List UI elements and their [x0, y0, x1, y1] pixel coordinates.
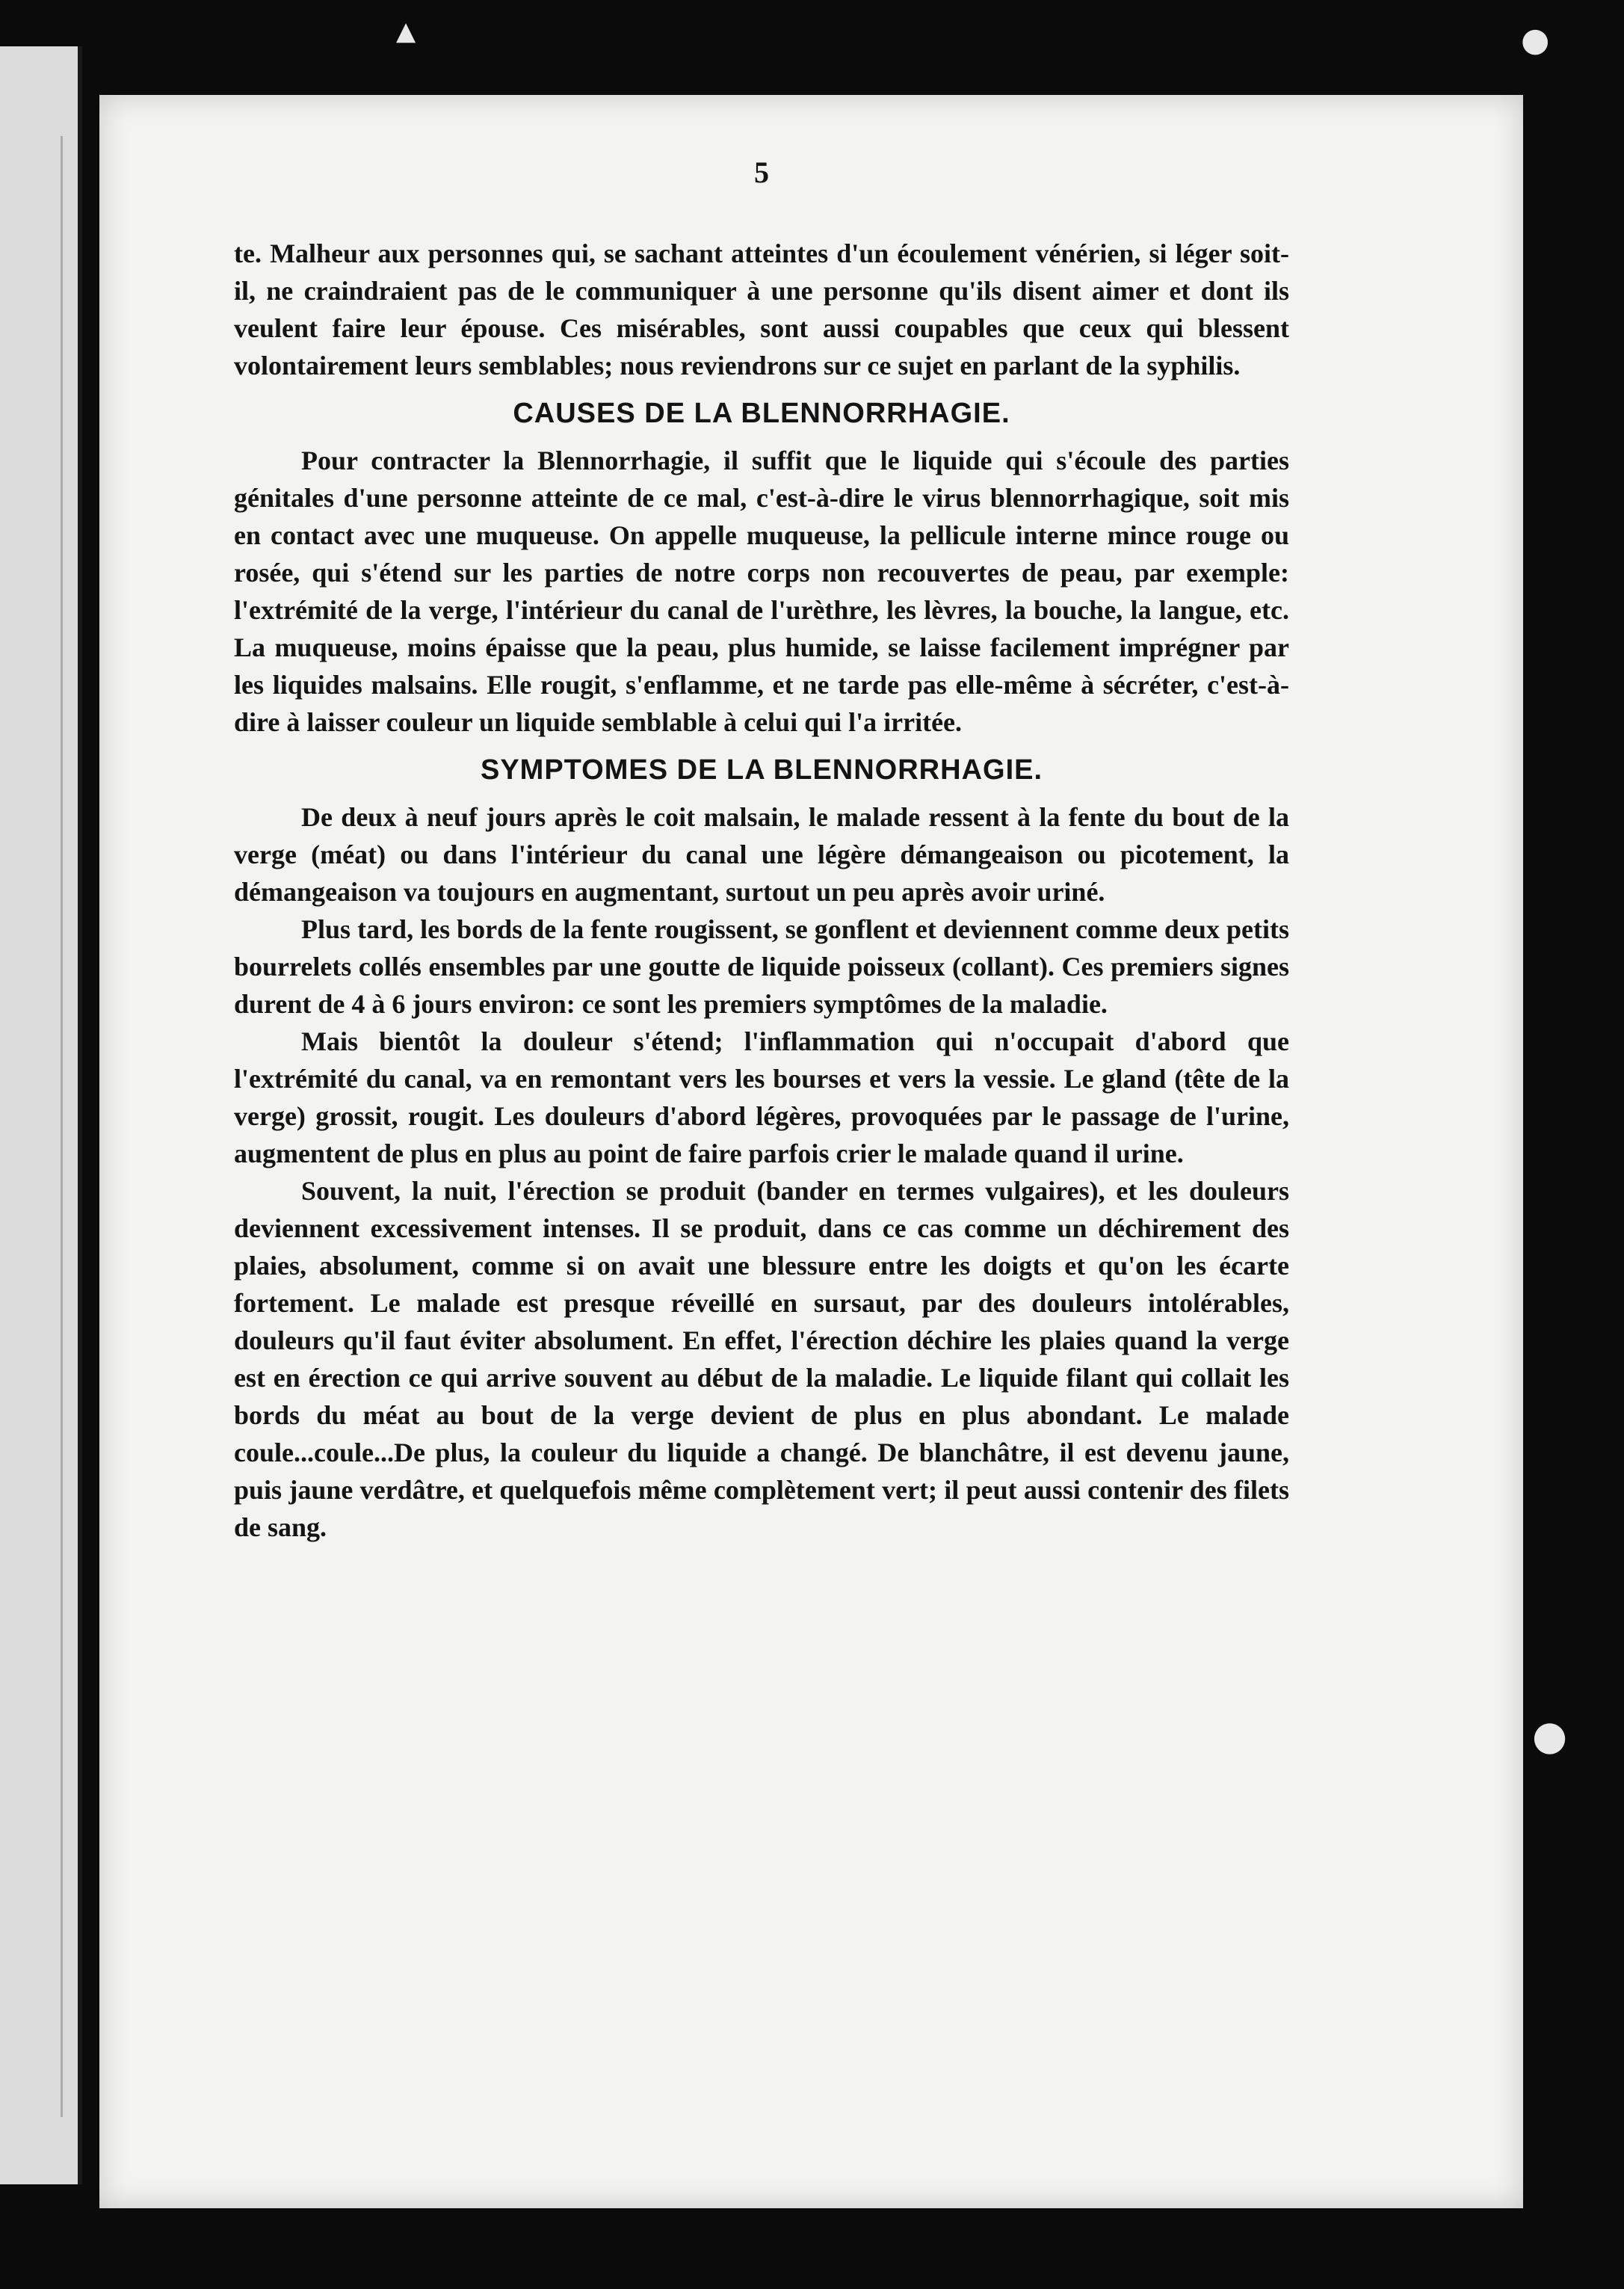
heading-symptomes: SYMPTOMES DE LA BLENNORRHAGIE.: [480, 754, 1043, 786]
symptomes-paragraph-4: Souvent, la nuit, l'érection se produit (bander en termes vulgaires), et les douleurs deviennent excessivement intenses. Il se produit, dans ce cas comme un déchirement des plaies, absolument, comme si on avait une blessure entre les doigts et qu'on les écarte fortement. Le malade est presque réveillé en sursaut, par des douleurs intolérables, douleurs qu'il faut éviter absolument. En effet, l'érection déchire les plaies quand la verge est en érection ce qui arrive souvent au début de la maladie. Le liquide filant qui collait les bords du méat au bout de la verge devient de plus en plus abondant. Le malade coule...coule...De plus, la couleur du liquide a changé. De blanchâtre, il est devenu jaune, puis jaune verdâtre, et quelquefois même complètement vert; il peut aussi contenir des filets de sang.: [234, 1176, 1289, 1542]
scan-speck-corner: ●: [1521, 21, 1550, 59]
adjacent-page-fold: [40, 136, 63, 2117]
causes-paragraph: Pour contracter la Blennorrhagie, il suffit que le liquide qui s'écoule des parties génitales d'une personne atteinte de ce mal, c'est-à-dire le virus blennorrhagique, soit mis en contact avec une muqueuse. On appelle muqueuse, la pellicule interne mince rouge ou rosée, qui s'étend sur les parties de notre corps non recouvertes de peau, par exemple: l'extrémité de la verge, l'intérieur du canal de l'urèthre, les lèvres, la bouche, la langue, etc. La muqueuse, moins épaisse que la peau, plus humide, se laisse facilement imprégner par les liquides malsains. Elle rougit, s'enflamme, et ne tarde pas elle-même à sécréter, c'est-à-dire à laisser couleur un liquide semblable à celui qui l'a irritée.: [234, 446, 1289, 737]
symptomes-paragraph-3: Mais bientôt la douleur s'étend; l'inflammation qui n'occupait d'abord que l'extrémité du canal, va en remontant vers les bourses et vers la vessie. Le gland (tête de la verge) grossit, rougit. Les douleurs d'abord légères, provoquées par le passage de l'urine, augmentent de plus en plus au point de faire parfois crier le malade quand il urine.: [234, 1026, 1289, 1168]
heading-causes: CAUSES DE LA BLENNORRHAGIE.: [513, 398, 1010, 429]
document-page: [99, 95, 1523, 2208]
intro-paragraph: te. Malheur aux personnes qui, se sachant atteintes d'un écoulement vénérien, si léger soit-il, ne craindraient pas de le communiquer à une personne qu'ils disent aimer et dont ils veulent faire leur épouse. Ces misérables, sont aussi coupables que ceux qui blessent volontairement leurs semblables; nous reviendrons sur ce sujet en parlant de la syphilis.: [234, 238, 1289, 381]
scan-speck-top: ▲: [396, 16, 416, 46]
symptomes-paragraph-2: Plus tard, les bords de la fente rougissent, se gonflent et deviennent comme deux petits bourrelets collés ensembles par une goutte de liquide poisseux (collant). Ces premiers signes durent de 4 à 6 jours environ: ce sont les premiers symptômes de la maladie.: [234, 914, 1289, 1019]
scan-speck-right: ●: [1532, 1712, 1568, 1759]
page-number: 5: [754, 155, 769, 189]
adjacent-page-edge: [0, 46, 82, 2184]
page-text: [234, 155, 1289, 1546]
symptomes-paragraph-1: De deux à neuf jours après le coit malsain, le malade ressent à la fente du bout de la verge (méat) ou dans l'intérieur du canal une légère démangeaison ou picotement, la démangeaison va toujours en augmentant, surtout un peu après avoir uriné.: [234, 802, 1289, 907]
